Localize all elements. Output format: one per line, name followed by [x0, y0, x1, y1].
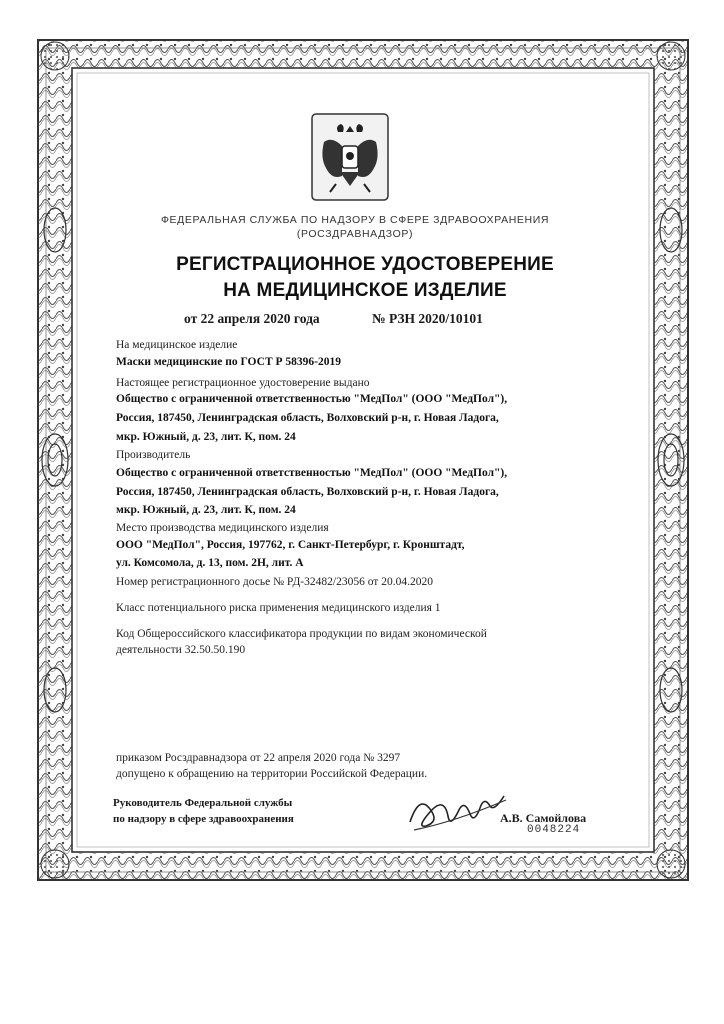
circulation-permission: допущено к обращению на территории Российской Федерации. [116, 768, 428, 780]
issue-date: от 22 апреля 2020 года [184, 311, 320, 326]
state-emblem-icon [310, 112, 390, 202]
order-reference: приказом Росздравнадзора от 22 апреля 2020 года № 3297 [116, 752, 401, 764]
signatory-name: А.В. Самойлова [500, 811, 587, 825]
signatory-title: Руководитель Федеральной службы [113, 797, 293, 809]
issued-to-label: Настоящее регистрационное удостоверение выдано [116, 377, 370, 389]
agency-name: ФЕДЕРАЛЬНАЯ СЛУЖБА ПО НАДЗОРУ В СФЕРЕ ЗДРАВООХРАНЕНИЯ [160, 214, 550, 226]
handwritten-signature [404, 778, 514, 838]
document-title: РЕГИСТРАЦИОННОЕ УДОСТОВЕРЕНИЕ [176, 254, 554, 275]
signatory-title: по надзору в сфере здравоохранения [113, 813, 294, 825]
device-name: Маски медицинские по ГОСТ Р 58396-2019 [116, 356, 341, 368]
okpd-code-line: Код Общероссийского классификатора продукции по видам экономической [116, 628, 487, 640]
issued-to-line: мкр. Южный, д. 23, лит. К, пом. 24 [116, 431, 296, 443]
production-site-line: ООО "МедПол", Россия, 197762, г. Санкт-Петербург, г. Кронштадт, [116, 539, 465, 551]
manufacturer-line: мкр. Южный, д. 23, лит. К, пом. 24 [116, 504, 296, 516]
issued-to-line: Россия, 187450, Ленинградская область, Волховский р-н, г. Новая Ладога, [116, 412, 499, 424]
issued-to-line: Общество с ограниченной ответственностью "МедПол" (ООО "МедПол"), [116, 393, 508, 405]
risk-class: Класс потенциального риска применения медицинского изделия 1 [116, 602, 441, 614]
manufacturer-line: Россия, 187450, Ленинградская область, Волховский р-н, г. Новая Ладога, [116, 486, 499, 498]
manufacturer-line: Общество с ограниченной ответственностью "МедПол" (ООО "МедПол"), [116, 467, 508, 479]
serial-number: 0048224 [527, 824, 581, 836]
registration-number: № РЗН 2020/10101 [372, 311, 483, 326]
production-site-label: Место производства медицинского изделия [116, 522, 329, 534]
production-site-line: ул. Комсомола, д. 13, пом. 2Н, лит. А [116, 557, 304, 569]
dossier-number: Номер регистрационного досье № РД-32482/23056 от 20.04.2020 [116, 576, 433, 588]
document-subtitle: НА МЕДИЦИНСКОЕ ИЗДЕЛИЕ [223, 280, 507, 301]
manufacturer-label: Производитель [116, 449, 191, 461]
agency-abbreviation: (РОСЗДРАВНАДЗОР) [296, 228, 414, 240]
okpd-code-value: деятельности 32.50.50.190 [116, 644, 246, 656]
device-label: На медицинское изделие [116, 339, 238, 351]
